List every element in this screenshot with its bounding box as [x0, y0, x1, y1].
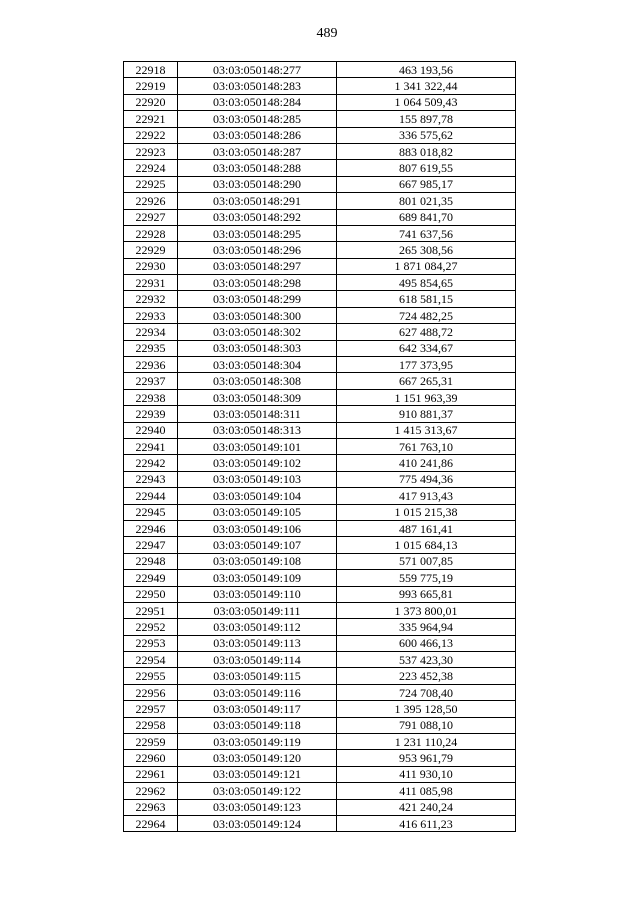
cadastral-number-cell: 03:03:050148:295	[178, 225, 337, 241]
table-row	[124, 815, 516, 831]
table-row	[124, 373, 516, 389]
row-number-cell: 22919	[124, 78, 178, 94]
cadastral-value-cell: 953 961,79	[337, 750, 516, 766]
table-row	[124, 750, 516, 766]
cadastral-number-cell: 03:03:050148:311	[178, 406, 337, 422]
page-number: 489	[316, 26, 338, 41]
row-number-cell: 22959	[124, 734, 178, 750]
row-number-cell: 22918	[124, 62, 178, 78]
cadastral-number-cell: 03:03:050149:109	[178, 570, 337, 586]
cadastral-number-cell: 03:03:050149:104	[178, 488, 337, 504]
cadastral-number-cell: 03:03:050149:123	[178, 799, 337, 815]
cadastral-number-cell: 03:03:050149:110	[178, 586, 337, 602]
table-row	[124, 652, 516, 668]
row-number-cell: 22924	[124, 160, 178, 176]
row-number-cell: 22941	[124, 438, 178, 454]
cadastral-value-cell: 801 021,35	[337, 193, 516, 209]
cadastral-value-table	[123, 61, 516, 832]
row-number-cell: 22936	[124, 357, 178, 373]
cadastral-number-cell: 03:03:050148:285	[178, 111, 337, 127]
cadastral-number-cell: 03:03:050149:120	[178, 750, 337, 766]
cadastral-number-cell: 03:03:050148:296	[178, 242, 337, 258]
cadastral-number-cell: 03:03:050149:115	[178, 668, 337, 684]
row-number-cell: 22962	[124, 783, 178, 799]
row-number-cell: 22947	[124, 537, 178, 553]
row-number-cell: 22940	[124, 422, 178, 438]
row-number-cell: 22961	[124, 766, 178, 782]
cadastral-number-cell: 03:03:050148:292	[178, 209, 337, 225]
cadastral-value-cell: 618 581,15	[337, 291, 516, 307]
cadastral-value-cell: 410 241,86	[337, 455, 516, 471]
table-row	[124, 209, 516, 225]
row-number-cell: 22935	[124, 340, 178, 356]
cadastral-number-cell: 03:03:050148:288	[178, 160, 337, 176]
cadastral-number-cell: 03:03:050149:105	[178, 504, 337, 520]
table-row	[124, 586, 516, 602]
cadastral-value-cell: 627 488,72	[337, 324, 516, 340]
table-row	[124, 684, 516, 700]
cadastral-number-cell: 03:03:050149:108	[178, 553, 337, 569]
row-number-cell: 22952	[124, 619, 178, 635]
cadastral-number-cell: 03:03:050149:117	[178, 701, 337, 717]
table-row	[124, 422, 516, 438]
cadastral-number-cell: 03:03:050148:297	[178, 258, 337, 274]
cadastral-number-cell: 03:03:050148:298	[178, 275, 337, 291]
cadastral-number-cell: 03:03:050148:299	[178, 291, 337, 307]
cadastral-value-cell: 1 015 684,13	[337, 537, 516, 553]
row-number-cell: 22942	[124, 455, 178, 471]
cadastral-number-cell: 03:03:050149:113	[178, 635, 337, 651]
cadastral-value-cell: 1 415 313,67	[337, 422, 516, 438]
cadastral-number-cell: 03:03:050149:101	[178, 438, 337, 454]
row-number-cell: 22948	[124, 553, 178, 569]
table-row	[124, 799, 516, 815]
cadastral-number-cell: 03:03:050149:116	[178, 684, 337, 700]
cadastral-number-cell: 03:03:050149:111	[178, 602, 337, 618]
table-row	[124, 225, 516, 241]
row-number-cell: 22957	[124, 701, 178, 717]
cadastral-value-cell: 336 575,62	[337, 127, 516, 143]
cadastral-value-cell: 417 913,43	[337, 488, 516, 504]
row-number-cell: 22923	[124, 143, 178, 159]
cadastral-value-cell: 155 897,78	[337, 111, 516, 127]
table-row	[124, 176, 516, 192]
cadastral-value-cell: 177 373,95	[337, 357, 516, 373]
table-body	[124, 62, 516, 832]
cadastral-value-cell: 411 085,98	[337, 783, 516, 799]
cadastral-value-cell: 775 494,36	[337, 471, 516, 487]
table-row	[124, 258, 516, 274]
row-number-cell: 22926	[124, 193, 178, 209]
table-row	[124, 242, 516, 258]
row-number-cell: 22921	[124, 111, 178, 127]
cadastral-number-cell: 03:03:050149:121	[178, 766, 337, 782]
table-row	[124, 94, 516, 110]
cadastral-value-cell: 910 881,37	[337, 406, 516, 422]
cadastral-number-cell: 03:03:050148:291	[178, 193, 337, 209]
row-number-cell: 22929	[124, 242, 178, 258]
table-row	[124, 307, 516, 323]
table-row	[124, 504, 516, 520]
row-number-cell: 22922	[124, 127, 178, 143]
row-number-cell: 22960	[124, 750, 178, 766]
row-number-cell: 22944	[124, 488, 178, 504]
row-number-cell: 22955	[124, 668, 178, 684]
cadastral-number-cell: 03:03:050149:122	[178, 783, 337, 799]
table-row	[124, 734, 516, 750]
cadastral-value-cell: 1 151 963,39	[337, 389, 516, 405]
row-number-cell: 22945	[124, 504, 178, 520]
table-row	[124, 520, 516, 536]
cadastral-number-cell: 03:03:050149:112	[178, 619, 337, 635]
cadastral-value-cell: 537 423,30	[337, 652, 516, 668]
row-number-cell: 22953	[124, 635, 178, 651]
table-row	[124, 291, 516, 307]
cadastral-value-cell: 1 373 800,01	[337, 602, 516, 618]
table-row	[124, 455, 516, 471]
row-number-cell: 22956	[124, 684, 178, 700]
cadastral-value-cell: 335 964,94	[337, 619, 516, 635]
row-number-cell: 22927	[124, 209, 178, 225]
cadastral-value-cell: 265 308,56	[337, 242, 516, 258]
table-row	[124, 701, 516, 717]
row-number-cell: 22939	[124, 406, 178, 422]
row-number-cell: 22934	[124, 324, 178, 340]
cadastral-value-cell: 791 088,10	[337, 717, 516, 733]
cadastral-value-cell: 1 871 084,27	[337, 258, 516, 274]
table-row	[124, 324, 516, 340]
cadastral-value-cell: 416 611,23	[337, 815, 516, 831]
table-row	[124, 488, 516, 504]
table-row	[124, 275, 516, 291]
table-row	[124, 668, 516, 684]
cadastral-value-cell: 724 482,25	[337, 307, 516, 323]
cadastral-value-cell: 667 265,31	[337, 373, 516, 389]
cadastral-number-cell: 03:03:050149:114	[178, 652, 337, 668]
cadastral-value-cell: 487 161,41	[337, 520, 516, 536]
cadastral-number-cell: 03:03:050148:304	[178, 357, 337, 373]
table-row	[124, 619, 516, 635]
cadastral-value-cell: 883 018,82	[337, 143, 516, 159]
cadastral-number-cell: 03:03:050148:283	[178, 78, 337, 94]
table-row	[124, 602, 516, 618]
table-row	[124, 406, 516, 422]
cadastral-number-cell: 03:03:050148:284	[178, 94, 337, 110]
cadastral-number-cell: 03:03:050149:118	[178, 717, 337, 733]
cadastral-value-cell: 223 452,38	[337, 668, 516, 684]
cadastral-value-cell: 1 015 215,38	[337, 504, 516, 520]
cadastral-value-cell: 761 763,10	[337, 438, 516, 454]
cadastral-value-cell: 1 064 509,43	[337, 94, 516, 110]
table-row	[124, 635, 516, 651]
cadastral-value-cell: 724 708,40	[337, 684, 516, 700]
cadastral-number-cell: 03:03:050148:287	[178, 143, 337, 159]
row-number-cell: 22928	[124, 225, 178, 241]
cadastral-value-cell: 600 466,13	[337, 635, 516, 651]
row-number-cell: 22932	[124, 291, 178, 307]
cadastral-number-cell: 03:03:050149:106	[178, 520, 337, 536]
row-number-cell: 22930	[124, 258, 178, 274]
table-row	[124, 717, 516, 733]
row-number-cell: 22925	[124, 176, 178, 192]
cadastral-value-cell: 571 007,85	[337, 553, 516, 569]
row-number-cell: 22938	[124, 389, 178, 405]
row-number-cell: 22951	[124, 602, 178, 618]
table-row	[124, 111, 516, 127]
cadastral-value-cell: 642 334,67	[337, 340, 516, 356]
cadastral-number-cell: 03:03:050149:124	[178, 815, 337, 831]
row-number-cell: 22950	[124, 586, 178, 602]
cadastral-value-cell: 559 775,19	[337, 570, 516, 586]
table-row	[124, 389, 516, 405]
cadastral-number-cell: 03:03:050148:290	[178, 176, 337, 192]
table-row	[124, 78, 516, 94]
cadastral-value-cell: 1 341 322,44	[337, 78, 516, 94]
row-number-cell: 22963	[124, 799, 178, 815]
table-row	[124, 471, 516, 487]
cadastral-value-cell: 421 240,24	[337, 799, 516, 815]
cadastral-value-cell: 463 193,56	[337, 62, 516, 78]
cadastral-value-cell: 807 619,55	[337, 160, 516, 176]
table-row	[124, 143, 516, 159]
cadastral-value-cell: 993 665,81	[337, 586, 516, 602]
cadastral-number-cell: 03:03:050148:300	[178, 307, 337, 323]
row-number-cell: 22954	[124, 652, 178, 668]
cadastral-number-cell: 03:03:050148:277	[178, 62, 337, 78]
cadastral-number-cell: 03:03:050148:308	[178, 373, 337, 389]
cadastral-number-cell: 03:03:050148:286	[178, 127, 337, 143]
table-row	[124, 553, 516, 569]
row-number-cell: 22937	[124, 373, 178, 389]
cadastral-number-cell: 03:03:050149:119	[178, 734, 337, 750]
row-number-cell: 22946	[124, 520, 178, 536]
row-number-cell: 22931	[124, 275, 178, 291]
cadastral-number-cell: 03:03:050148:302	[178, 324, 337, 340]
cadastral-value-cell: 741 637,56	[337, 225, 516, 241]
table-row	[124, 340, 516, 356]
cadastral-value-cell: 1 231 110,24	[337, 734, 516, 750]
cadastral-value-cell: 689 841,70	[337, 209, 516, 225]
row-number-cell: 22964	[124, 815, 178, 831]
table-row	[124, 783, 516, 799]
cadastral-number-cell: 03:03:050149:107	[178, 537, 337, 553]
table-row	[124, 193, 516, 209]
cadastral-value-cell: 667 985,17	[337, 176, 516, 192]
cadastral-number-cell: 03:03:050149:103	[178, 471, 337, 487]
cadastral-value-cell: 495 854,65	[337, 275, 516, 291]
cadastral-number-cell: 03:03:050149:102	[178, 455, 337, 471]
table-row	[124, 127, 516, 143]
row-number-cell: 22958	[124, 717, 178, 733]
table-row	[124, 766, 516, 782]
cadastral-value-cell: 411 930,10	[337, 766, 516, 782]
table-row	[124, 570, 516, 586]
row-number-cell: 22920	[124, 94, 178, 110]
table-row	[124, 160, 516, 176]
table-row	[124, 357, 516, 373]
table-row	[124, 438, 516, 454]
row-number-cell: 22933	[124, 307, 178, 323]
cadastral-number-cell: 03:03:050148:303	[178, 340, 337, 356]
table-row	[124, 537, 516, 553]
cadastral-value-cell: 1 395 128,50	[337, 701, 516, 717]
row-number-cell: 22943	[124, 471, 178, 487]
cadastral-number-cell: 03:03:050148:309	[178, 389, 337, 405]
table-row	[124, 62, 516, 78]
cadastral-number-cell: 03:03:050148:313	[178, 422, 337, 438]
row-number-cell: 22949	[124, 570, 178, 586]
